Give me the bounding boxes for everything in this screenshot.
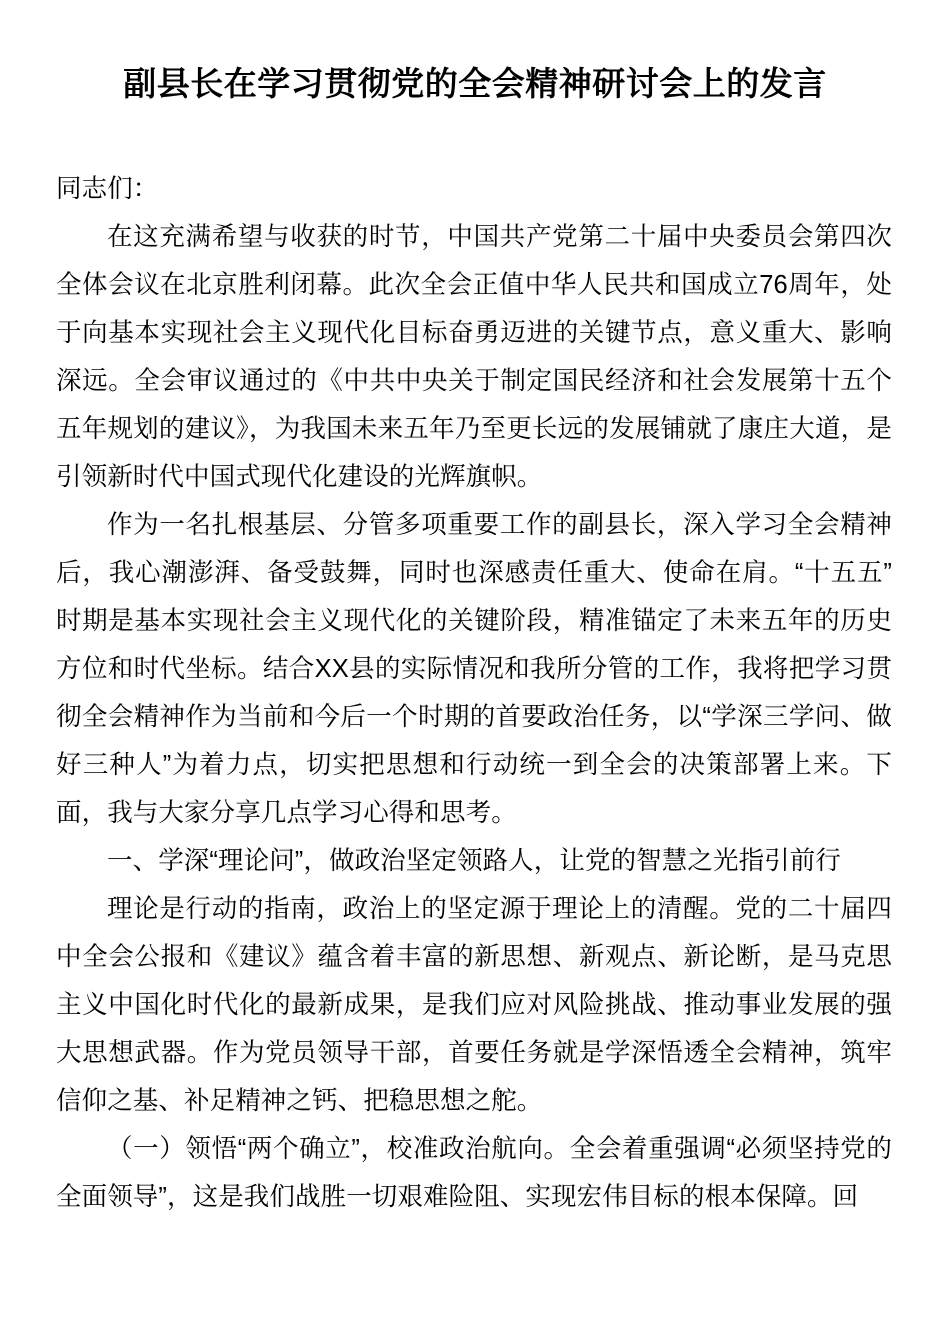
subsection-heading-1-1: （一）领悟“两个确立”，校准政治航向。全会着重强调“必须坚持党的全面领导”，这是我们战胜一切艰难险阻、实现宏伟目标的根本保障。回 [56,1134,892,1211]
section-heading-1: 一、学深“理论问”，做政治坚定领路人，让党的智慧之光指引前行 [107,846,841,875]
title-spacer [0,107,950,165]
salutation: 同志们： [56,174,159,203]
paragraph-3: 理论是行动的指南，政治上的坚定源于理论上的清醒。党的二十届四中全会公报和《建议》蕴含着丰富的新思想、新观点、新论断，是马克思主义中国化时代化的最新成果，是我们应对风险挑战、推动事业发展的强大思想武器。作为党员领导干部，首要任务就是学深悟透全会精神，筑牢信仰之基、补足精神之钙、把稳思想之舵。 [56,894,892,1115]
paragraph-2: 作为一名扎根基层、分管多项重要工作的副县长，深入学习全会精神后，我心潮澎湃、备受鼓舞，同时也深感责任重大、使命在肩。“十五五”时期是基本实现社会主义现代化的关键阶段，精准锚定了未来五年的历史方位和时代坐标。结合XX县的实际情况和我所分管的工作，我将把学习贯彻全会精神作为当前和今后一个时期的首要政治任务，以“学深三学问、做好三种人”为着力点，切实把思想和行动统一到全会的决策部署上来。下面，我与大家分享几点学习心得和思考。 [56,510,892,827]
page-title: 副县长在学习贯彻党的全会精神研讨会上的发言 [123,65,827,102]
paragraph-1: 在这充满希望与收获的时节，中国共产党第二十届中央委员会第四次全体会议在北京胜利闭幕。此次全会正值中华人民共和国成立76周年，处于向基本实现社会主义现代化目标奋勇迈进的关键节点，意义重大、影响深远。全会审议通过的《中共中央关于制定国民经济和社会发展第十五个五年规划的建议》，为我国未来五年乃至更长远的发展铺就了康庄大道，是引领新时代中国式现代化建设的光辉旗帜。 [56,222,892,491]
document-body [0,165,950,1221]
